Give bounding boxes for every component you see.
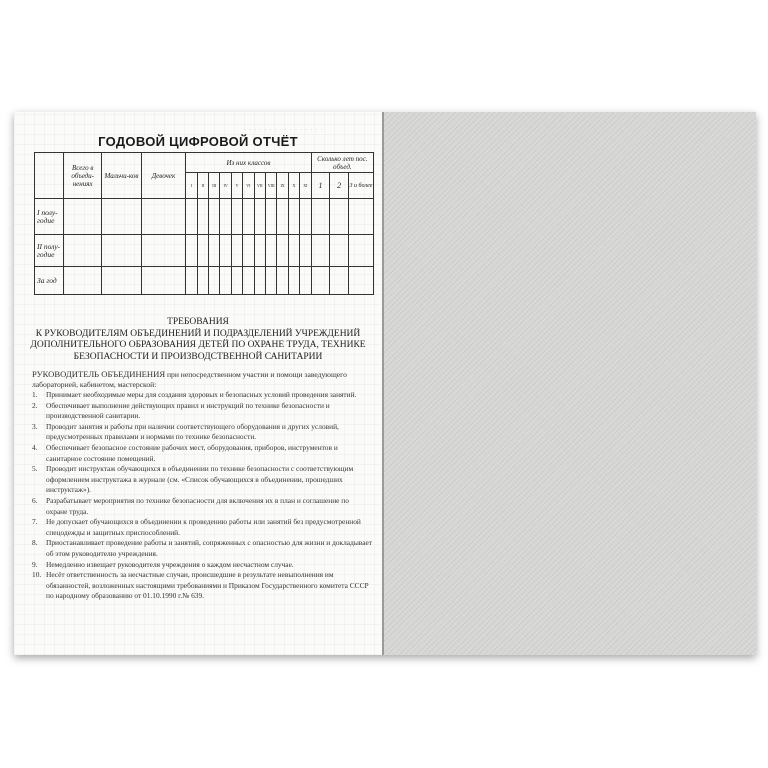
annual-report-table — [34, 152, 374, 295]
intro-lead: РУКОВОДИТЕЛЬ ОБЪЕДИНЕНИЯ — [32, 369, 166, 379]
year-number: 3 и более — [348, 173, 373, 199]
report-title: ГОДОВОЙ ЦИФРОВОЙ ОТЧЁТ — [98, 134, 298, 149]
class-number: II — [197, 173, 208, 199]
class-number: IV — [220, 173, 231, 199]
list-item: 7. Не допускает обучающихся в объединении к проведению работы или занятий без предусмотренной спецодежды и защитных приспособлений. — [32, 517, 361, 537]
header-boys: Мальчи-ков — [102, 153, 141, 199]
requirements-title-line: К РУКОВОДИТЕЛЯМ ОБЪЕДИНЕНИЙ И ПОДРАЗДЕЛЕНИЙ УЧРЕЖДЕНИЙ — [35, 328, 361, 339]
list-item: 9. Немедленно извещает руководителя учреждения о каждом несчастном случае. — [32, 559, 294, 569]
table-row — [35, 235, 374, 267]
class-number: VIII — [265, 173, 276, 199]
open-booklet — [14, 112, 756, 655]
year-number: 2 — [330, 173, 349, 199]
requirements-title-line: ТРЕБОВАНИЯ — [167, 317, 229, 327]
class-number: XI — [300, 173, 312, 199]
header-girls: Девочек — [141, 153, 186, 199]
list-item: 10. Несёт ответственность за несчастные случаи, происшедшие в результате невыполнения им обязанностей, возложенных настоящими требованиями и Приказом Государственного комитета СССР по народному образованию от 01.10.1990 г.№ 639. — [32, 570, 369, 601]
class-number: I — [186, 173, 197, 199]
requirements-list — [32, 390, 372, 602]
class-number: V — [231, 173, 242, 199]
list-item: 2. Обеспечивает выполнение действующих правил и инструкций по технике безопасности и производственной санитарии. — [32, 400, 330, 421]
requirements-title-line: БЕЗОПАСНОСТИ И ПРОИЗВОДСТВЕННОЙ САНИТАРИИ — [73, 351, 323, 362]
list-item: 4. Обеспечивает безопасное состояние рабочих мест, оборудования, приборов, инструментов и санитарное состояние помещений. — [32, 442, 338, 463]
requirements-intro — [32, 369, 372, 390]
row-label: I полу-годие — [35, 199, 64, 235]
table-header-row — [35, 153, 374, 173]
list-item: 3. Проводит занятия и работы при наличии соответствующего оборудования и других условий, предусмотренных правилами и нормами по технике безопасности. — [32, 421, 339, 442]
list-item: 1. Принимает необходимые меры для создания здоровых и безопасных условий проведения занятий. — [32, 390, 357, 399]
class-number: VI — [243, 173, 254, 199]
class-number: X — [288, 173, 299, 199]
class-number: III — [209, 173, 220, 199]
right-page-cover — [384, 112, 756, 655]
header-years: Сколько лет пос. объед. — [311, 153, 373, 173]
empty-header-cell — [35, 153, 64, 199]
year-number: 1 — [311, 173, 330, 199]
class-number: IX — [277, 173, 288, 199]
table-row — [35, 199, 374, 235]
class-number: VII — [254, 173, 265, 199]
requirements-title — [26, 317, 370, 363]
list-item: 8. Приостанавливает проведение работы и занятий, сопряженных с опасностью для жизни и докладывает об этом руководителю учреждения. — [32, 538, 372, 558]
list-item: 5. Проводит инструктаж обучающихся в объединении по технике безопасности с соответствующим оформлением инструктажа в журнале (см. «Список обучающихся в объединении, прошедших инструктаж»). — [32, 464, 354, 495]
header-total: Всего в объеди-нениях — [64, 153, 102, 199]
left-page — [14, 112, 382, 655]
requirements-title-line: ДОПОЛНИТЕЛЬНОГО ОБРАЗОВАНИЯ ДЕТЕЙ ПО ОХРАНЕ ТРУДА, ТЕХНИКЕ — [30, 340, 366, 350]
row-label: За год — [35, 267, 64, 295]
show-through-text: · · · · · · · · · · · · · · · · — [244, 126, 324, 134]
intro-text: при непосредственном участии и помощи заведующего лабораторией, кабинетом, мастерской: — [32, 370, 347, 389]
list-item: 6. Разрабатывает мероприятия по технике безопасности для включения их в план и соглашение по охране труда. — [32, 495, 349, 516]
header-classes: Из них классов — [186, 153, 311, 173]
table-row — [35, 267, 374, 295]
row-label: II полу-годие — [35, 235, 64, 267]
